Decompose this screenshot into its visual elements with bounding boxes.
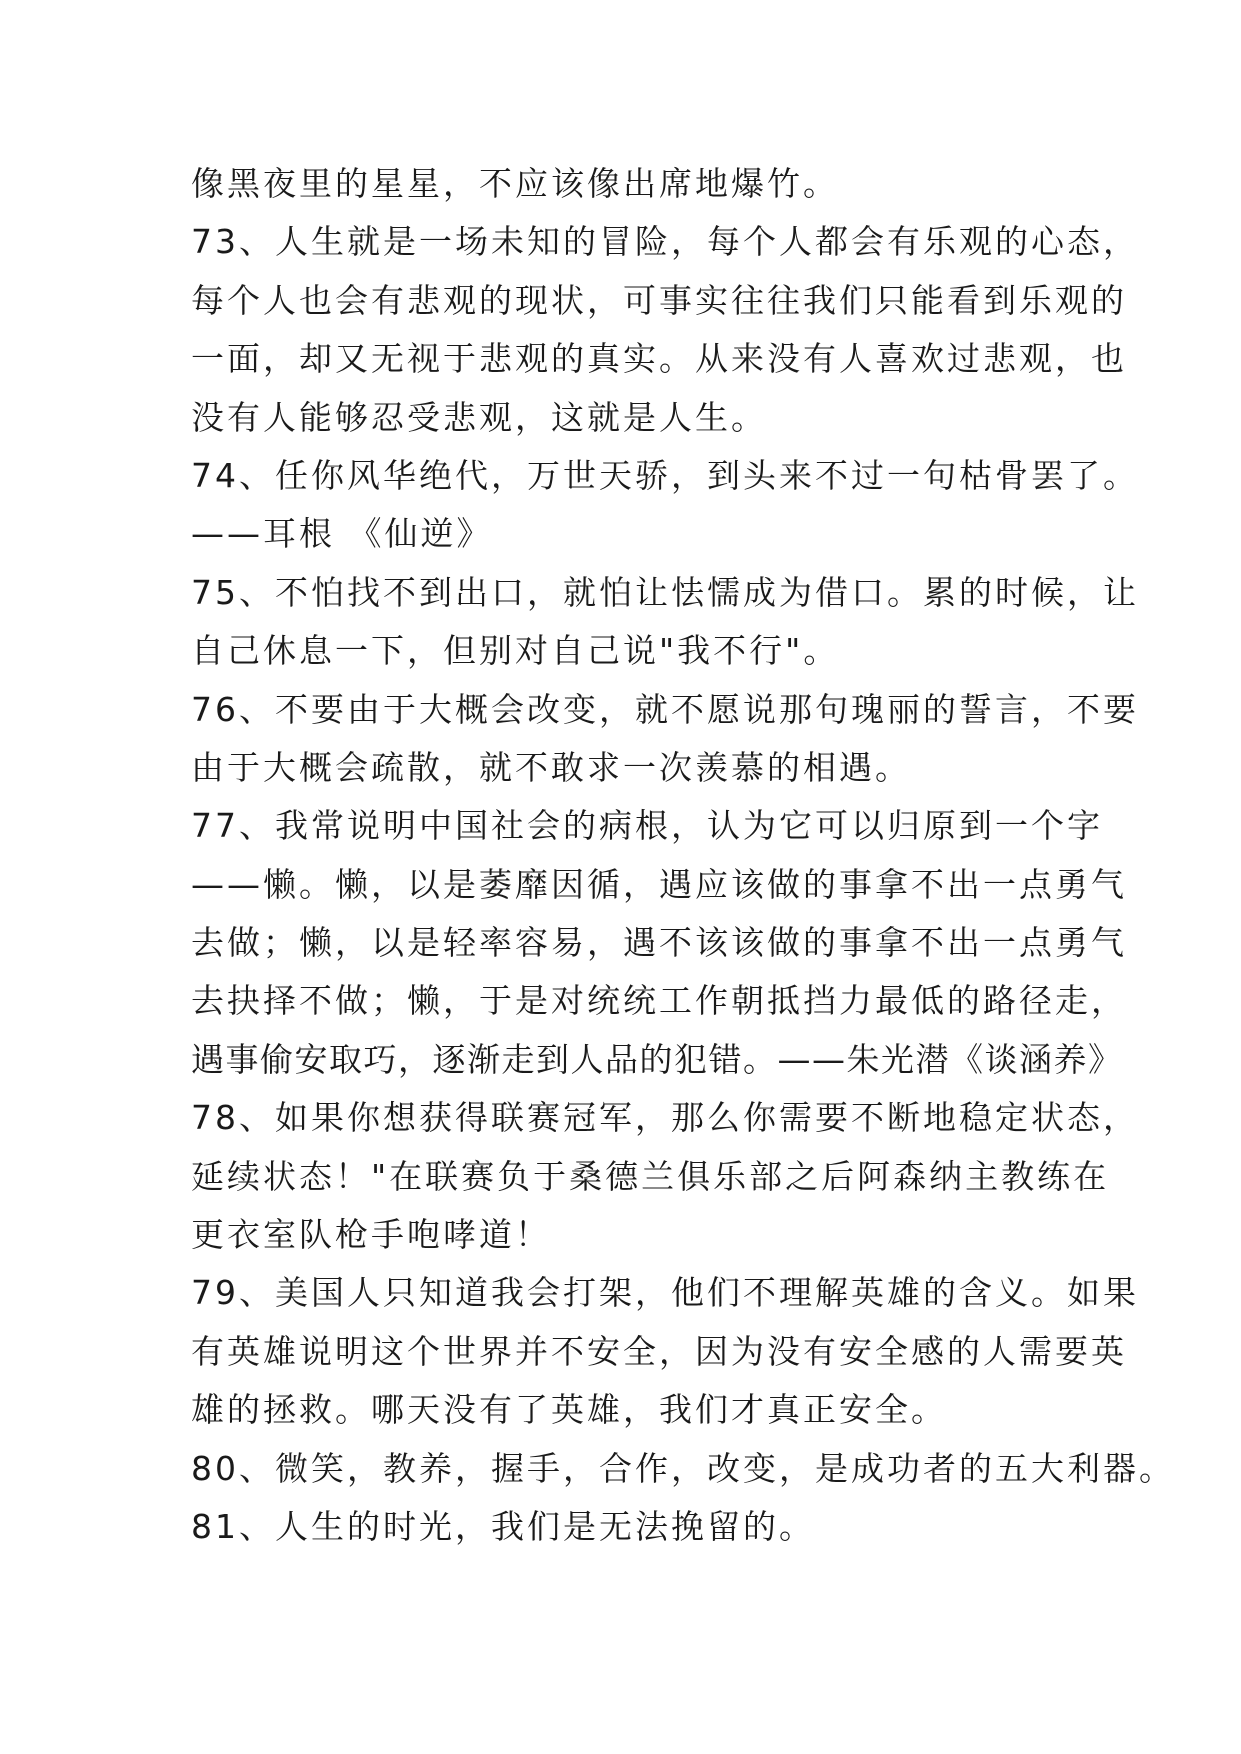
text-line: 79、美国人只知道我会打架，他们不理解英雄的含义。如果 bbox=[191, 1273, 1139, 1313]
text-line: 77、我常说明中国社会的病根，认为它可以归原到一个字 bbox=[191, 806, 1103, 846]
text-line: 雄的拯救。哪天没有了英雄，我们才真正安全。 bbox=[191, 1390, 947, 1430]
text-line: 81、人生的时光，我们是无法挽留的。 bbox=[191, 1506, 815, 1546]
text-line: 80、微笑，教养，握手，合作，改变，是成功者的五大利器。 bbox=[191, 1448, 1175, 1488]
text-line: ——懒。懒，以是萎靡因循，遇应该做的事拿不出一点勇气 bbox=[191, 864, 1127, 904]
text-line: 像黑夜里的星星，不应该像出席地爆竹。 bbox=[191, 164, 839, 203]
text-line: 去抉择不做；懒，于是对统统工作朝抵挡力最低的路径走， bbox=[191, 981, 1127, 1021]
text-line: ——耳根 《仙逆》 bbox=[191, 514, 493, 554]
text-line: 自己休息一下，但别对自己说"我不行"。 bbox=[191, 631, 840, 671]
text-line: 延续状态！"在联赛负于桑德兰俱乐部之后阿森纳主教练在 bbox=[191, 1156, 1110, 1196]
text-line: 没有人能够忍受悲观，这就是人生。 bbox=[191, 397, 767, 437]
text-line: 更衣室队枪手咆哮道！ bbox=[191, 1215, 551, 1255]
text-line: 每个人也会有悲观的现状，可事实往往我们只能看到乐观的 bbox=[191, 280, 1127, 320]
text-line: 一面，却又无视于悲观的真实。从来没有人喜欢过悲观，也 bbox=[191, 339, 1127, 379]
text-line: 74、任你风华绝代，万世天骄，到头来不过一句枯骨罢了。 bbox=[191, 455, 1139, 495]
text-line: 去做；懒，以是轻率容易，遇不该该做的事拿不出一点勇气 bbox=[191, 923, 1127, 963]
text-line: 由于大概会疏散，就不敢求一次羡慕的相遇。 bbox=[191, 747, 911, 787]
text-line: 78、如果你想获得联赛冠军，那么你需要不断地稳定状态， bbox=[191, 1098, 1139, 1138]
text-line: 75、不怕找不到出口，就怕让怯懦成为借口。累的时候，让 bbox=[191, 572, 1139, 612]
text-line: 76、不要由于大概会改变，就不愿说那句瑰丽的誓言，不要 bbox=[191, 689, 1139, 729]
text-line: 73、人生就是一场未知的冒险，每个人都会有乐观的心态， bbox=[191, 222, 1139, 262]
body-text bbox=[191, 155, 1175, 1556]
text-line: 遇事偷安取巧，逐渐走到人品的犯错。——朱光潜《谈涵养》 bbox=[191, 1039, 1123, 1079]
text-line: 有英雄说明这个世界并不安全，因为没有安全感的人需要英 bbox=[191, 1331, 1127, 1371]
